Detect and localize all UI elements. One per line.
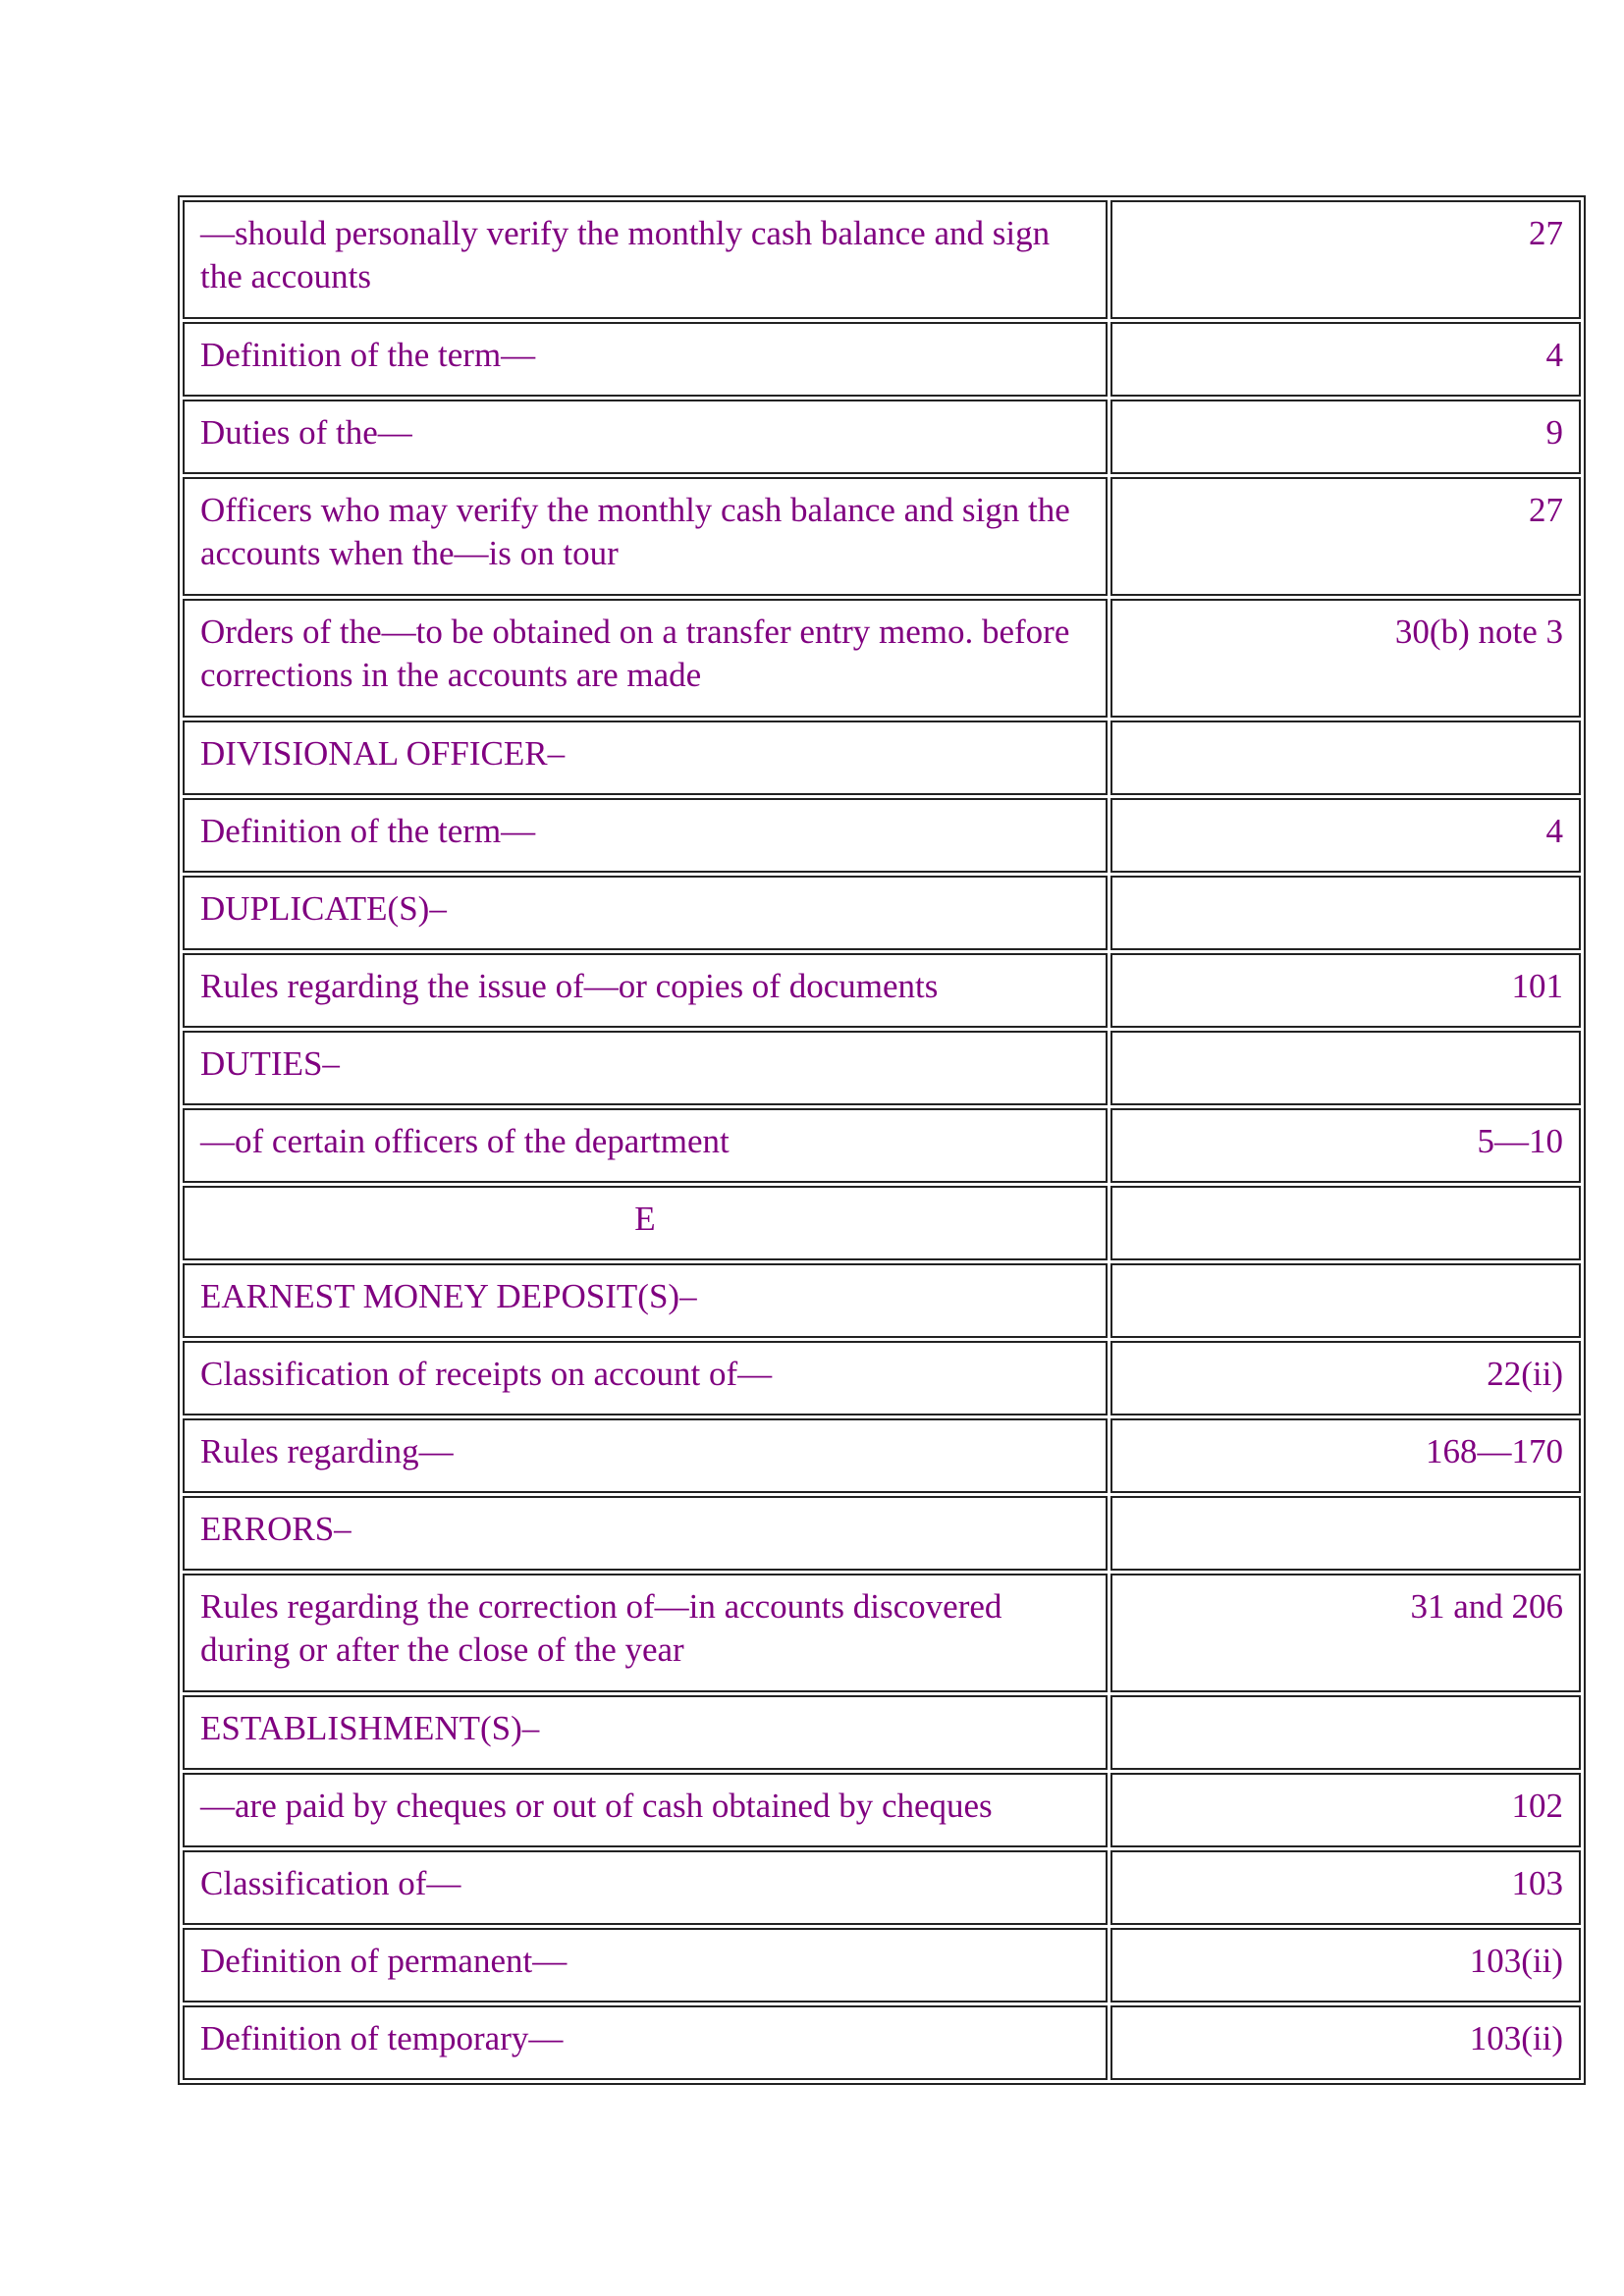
index-row [183,1031,1581,1105]
index-reference: 103(ii) [1110,2005,1581,2080]
index-entry: ESTABLISHMENT(S)– [183,1695,1108,1770]
index-entry: Definition of permanent— [183,1928,1108,2002]
index-row [183,1418,1581,1493]
index-reference: 102 [1110,1773,1581,1847]
index-reference [1110,1263,1581,1338]
index-reference: 5—10 [1110,1108,1581,1183]
index-entry: Rules regarding the correction of—in accounts discovered during or after the close of the year [183,1574,1108,1692]
index-row [183,2005,1581,2080]
index-entry: DUPLICATE(S)– [183,876,1108,950]
index-entry: Duties of the— [183,400,1108,474]
index-row [183,1496,1581,1571]
index-reference: 31 and 206 [1110,1574,1581,1692]
index-row [183,1773,1581,1847]
index-row [183,200,1581,319]
index-row [183,798,1581,873]
index-table [178,195,1586,2085]
index-entry: —should personally verify the monthly cash balance and sign the accounts [183,200,1108,319]
index-entry: Rules regarding the issue of—or copies of documents [183,953,1108,1028]
index-reference [1110,1031,1581,1105]
index-row [183,322,1581,397]
index-entry: EARNEST MONEY DEPOSIT(S)– [183,1263,1108,1338]
index-reference: 22(ii) [1110,1341,1581,1415]
index-row [183,1850,1581,1925]
index-row [183,876,1581,950]
index-row [183,1695,1581,1770]
index-reference: 101 [1110,953,1581,1028]
index-reference [1110,721,1581,795]
index-reference: 168—170 [1110,1418,1581,1493]
index-entry: Definition of the term— [183,322,1108,397]
index-reference [1110,876,1581,950]
index-reference: 103(ii) [1110,1928,1581,2002]
index-entry: Orders of the—to be obtained on a transfer entry memo. before corrections in the accounts are made [183,599,1108,718]
index-row [183,1263,1581,1338]
index-row [183,599,1581,718]
index-row [183,1928,1581,2002]
index-reference [1110,1695,1581,1770]
index-entry: Definition of temporary— [183,2005,1108,2080]
index-row [183,400,1581,474]
section-letter: E [183,1186,1108,1260]
index-entry: DIVISIONAL OFFICER– [183,721,1108,795]
index-reference: 30(b) note 3 [1110,599,1581,718]
index-entry: ERRORS– [183,1496,1108,1571]
index-reference: 4 [1110,322,1581,397]
index-reference: 27 [1110,477,1581,596]
index-entry: Officers who may verify the monthly cash balance and sign the accounts when the—is on tour [183,477,1108,596]
index-reference: 27 [1110,200,1581,319]
index-row [183,1341,1581,1415]
index-entry: Rules regarding— [183,1418,1108,1493]
index-row [183,953,1581,1028]
index-reference [1110,1496,1581,1571]
index-entry: —are paid by cheques or out of cash obtained by cheques [183,1773,1108,1847]
index-row [183,1574,1581,1692]
index-body [183,200,1581,2080]
index-reference [1110,1186,1581,1260]
index-entry: Definition of the term— [183,798,1108,873]
index-reference: 9 [1110,400,1581,474]
index-reference: 103 [1110,1850,1581,1925]
index-row [183,721,1581,795]
index-entry: DUTIES– [183,1031,1108,1105]
index-reference: 4 [1110,798,1581,873]
index-entry: —of certain officers of the department [183,1108,1108,1183]
index-row [183,1108,1581,1183]
index-row [183,477,1581,596]
section-letter-row [183,1186,1581,1260]
index-entry: Classification of— [183,1850,1108,1925]
index-entry: Classification of receipts on account of— [183,1341,1108,1415]
